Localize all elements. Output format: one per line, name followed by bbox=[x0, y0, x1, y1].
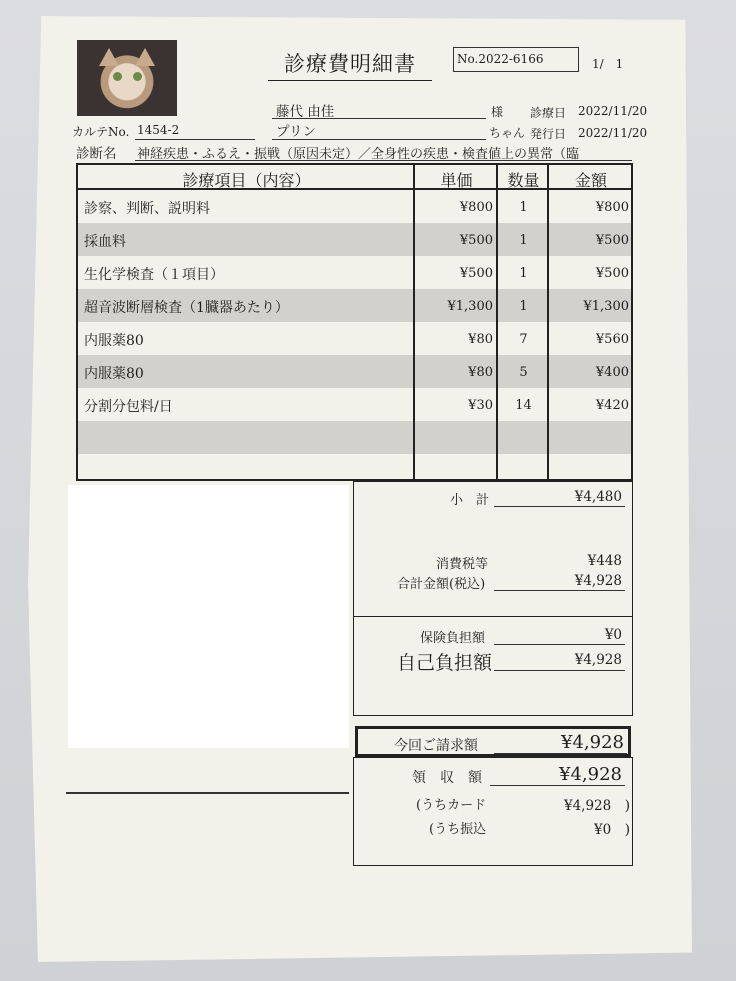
billing-value: ¥4,928 bbox=[561, 732, 624, 753]
redacted-area bbox=[68, 485, 349, 748]
chart-no: 1454-2 bbox=[137, 123, 180, 137]
header-item: 診療項目（内容） bbox=[182, 171, 311, 190]
table-row: 生化学検査（１項目） ¥500 1 ¥500 bbox=[84, 266, 629, 283]
billing-box bbox=[355, 726, 631, 757]
subtotal-box bbox=[353, 481, 633, 617]
owner-suffix: 様 bbox=[491, 105, 504, 119]
issue-date: 2022/11/20 bbox=[578, 126, 648, 140]
card-value: ¥4,928 ) bbox=[563, 798, 630, 814]
transfer-value: ¥0 ) bbox=[594, 822, 630, 838]
self-pay-value: ¥4,928 bbox=[574, 652, 622, 668]
owner-name: 藤代 由佳 bbox=[276, 104, 335, 120]
total-label: 合計金額(税込) bbox=[397, 577, 486, 592]
tax-label: 消費税等 bbox=[436, 557, 489, 572]
header-unit-price: 単価 bbox=[440, 171, 473, 190]
billing-label: 今回ご請求額 bbox=[394, 738, 478, 754]
tax-value: ¥448 bbox=[587, 553, 622, 569]
table-row: 超音波断層検査（1臓器あたり） ¥1,300 1 ¥1,300 bbox=[84, 299, 629, 316]
pet-name: プリン bbox=[276, 124, 316, 140]
table-row: 採血料 ¥500 1 ¥500 bbox=[84, 233, 629, 250]
received-value: ¥4,928 bbox=[559, 764, 622, 785]
insurance-label: 保険負担額 bbox=[420, 631, 486, 646]
header-amount: 金額 bbox=[574, 171, 607, 190]
pet-photo bbox=[77, 40, 177, 116]
header-quantity: 数量 bbox=[507, 171, 540, 190]
transfer-label: (うち振込 bbox=[429, 822, 487, 837]
table-row: 分割分包料/日 ¥30 14 ¥420 bbox=[84, 398, 629, 415]
chart-no-label: カルテNo. bbox=[72, 125, 130, 139]
document-number: No.2022-6166 bbox=[453, 47, 579, 72]
document-title: 診療費明細書 bbox=[268, 48, 432, 81]
received-box bbox=[353, 757, 633, 866]
diagnosis-label: 診断名 bbox=[76, 146, 117, 162]
visit-date-label: 診療日 bbox=[530, 106, 567, 120]
card-label: (うちカード bbox=[416, 798, 487, 813]
items-table bbox=[76, 163, 633, 481]
payment-share-box bbox=[353, 616, 633, 716]
table-row: 内服薬80 ¥80 7 ¥560 bbox=[84, 332, 629, 349]
visit-date: 2022/11/20 bbox=[578, 104, 648, 118]
diagnosis-text: 神経疾患・ふるえ・振戦（原因未定）／全身性の疾患・検査値上の異常（臨 bbox=[137, 147, 580, 162]
page-number: 1/ 1 bbox=[592, 57, 624, 71]
pet-suffix: ちゃん bbox=[489, 126, 526, 140]
insurance-value: ¥0 bbox=[604, 627, 622, 643]
subtotal-label: 小 計 bbox=[450, 493, 490, 508]
table-row: 内服薬80 ¥80 5 ¥400 bbox=[84, 365, 629, 382]
table-row: 診察、判断、説明料 ¥800 1 ¥800 bbox=[84, 200, 629, 217]
subtotal-value: ¥4,480 bbox=[574, 489, 622, 505]
total-value: ¥4,928 bbox=[574, 573, 622, 589]
self-pay-label: 自己負担額 bbox=[397, 652, 493, 674]
received-label: 領 収 額 bbox=[412, 770, 482, 786]
issue-date-label: 発行日 bbox=[530, 127, 567, 141]
